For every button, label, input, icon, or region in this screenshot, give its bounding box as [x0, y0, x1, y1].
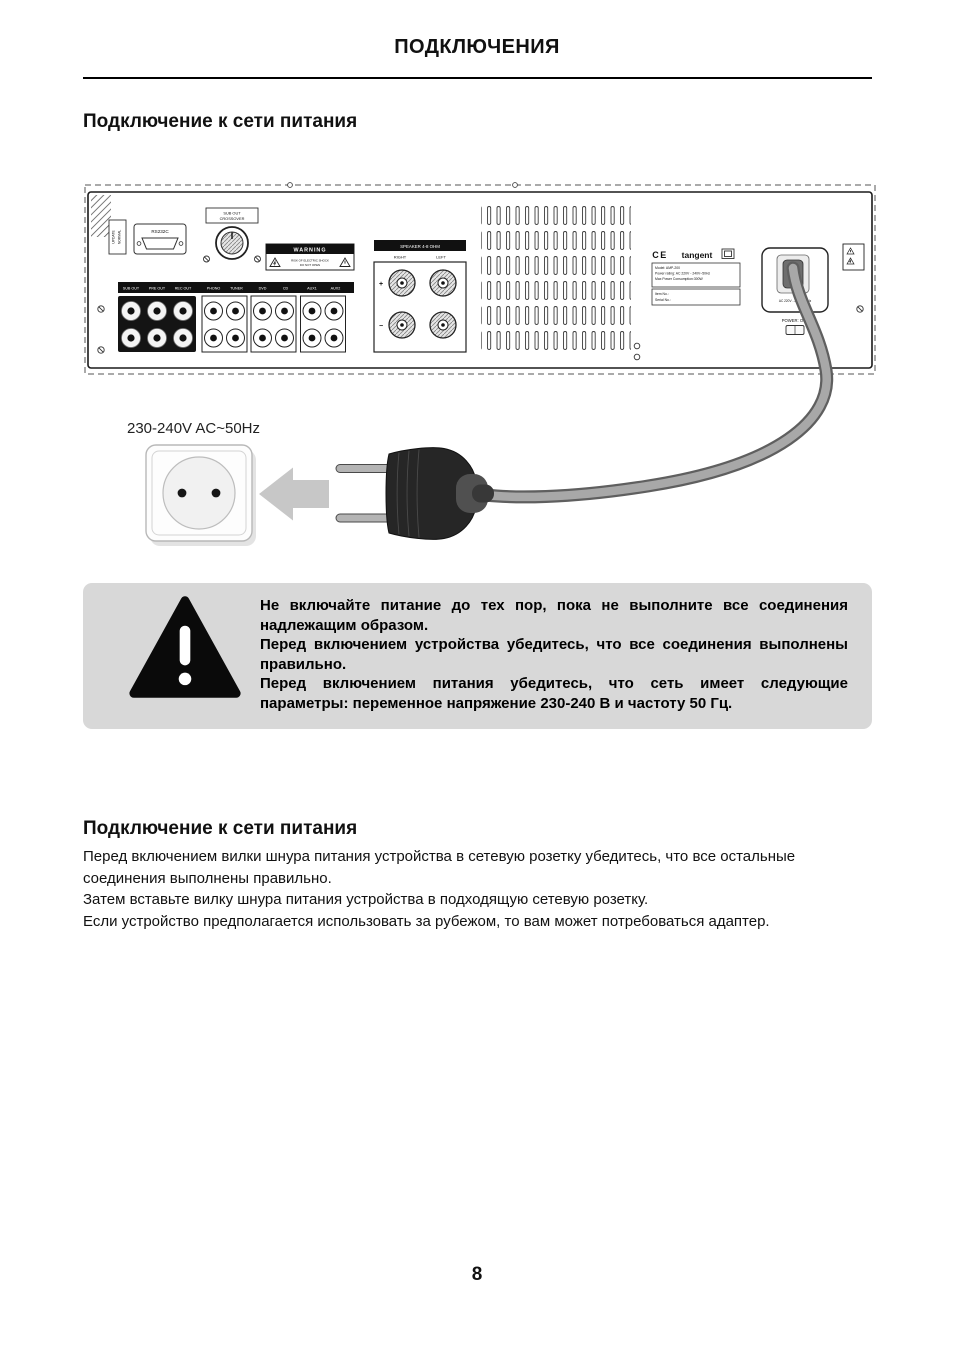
body-text — [83, 846, 863, 932]
voltage-label: 230-240V AC~50Hz — [127, 420, 261, 437]
plug-pin-top — [336, 465, 392, 473]
power-plug — [336, 448, 494, 540]
speaker-left-label: LEFT — [436, 254, 446, 260]
power-connection-diagram — [0, 178, 954, 578]
hatch-area — [91, 195, 111, 237]
rca-output-jacks — [118, 296, 196, 352]
rear-panel — [88, 192, 872, 368]
warning-risk-line: RISK OF ELECTRIC SHOCK — [291, 258, 329, 263]
jack-label-tuner: TUNER — [230, 286, 243, 291]
jack-label-cd: CD — [282, 286, 289, 291]
socket-hole-right — [212, 489, 221, 498]
body-paragraph-2: Затем вставьте вилку шнура питания устройства в подходящую сетевую розетку. — [83, 891, 649, 908]
rating-power: Power rating: AC 220V - 240V~50Hz — [655, 271, 711, 276]
warning-text — [260, 596, 848, 714]
insert-direction-arrow — [259, 468, 329, 521]
page-number: 8 — [471, 1264, 483, 1285]
speaker-header: SPEAKER 4-8 OHM — [400, 243, 440, 249]
rca-input-jacks — [202, 296, 346, 352]
body-paragraph-1: Перед включением вилки шнура питания устройства в сетевую розетку убедитесь, что все остальные соединения выполнены правильно. — [83, 848, 796, 887]
body-paragraph-3: Если устройство предполагается использовать за рубежом, то вам может потребоваться адаптер. — [83, 912, 770, 930]
jack-label-aux2: AUX2 — [330, 286, 341, 291]
speaker-right-label: RIGHT — [393, 254, 407, 260]
jack-label-dvd: DVD — [258, 286, 267, 291]
page-title: ПОДКЛЮЧЕНИЯ — [394, 36, 560, 58]
speaker-plus-sign: + — [378, 281, 384, 288]
warning-safety-label — [266, 244, 354, 270]
warning-triangle-icon — [127, 591, 243, 703]
socket-hole-left — [178, 489, 187, 498]
warning-line-3: Перед включением питания убедитесь, что сеть имеет следующие параметры: переменное напряжение 230-240 В и частоту 50 Гц. — [260, 675, 848, 712]
serial-no-label: Serial No.: — [655, 298, 671, 302]
rs232c-port — [134, 224, 186, 254]
warning-line-2: Перед включением устройства убедитесь, что все соединения выполнены правильно. — [260, 636, 848, 673]
title-divider — [83, 77, 872, 79]
speaker-minus-sign: − — [378, 323, 384, 330]
jack-label-phono: PHONO — [206, 286, 221, 291]
crossover-label-line2: CROSSOVER — [219, 216, 245, 221]
update-normal-switch — [109, 220, 126, 254]
rs232c-label: RS232C — [151, 229, 169, 234]
warning-open-line: DO NOT OPEN — [299, 262, 321, 267]
warning-box — [83, 583, 872, 729]
rca-label-strip — [118, 282, 354, 293]
crossover-label-line1: SUB OUT — [223, 210, 241, 216]
ce-mark: CE — [652, 250, 668, 260]
wall-socket — [146, 445, 256, 546]
jack-label-preout: PRE OUT — [148, 286, 166, 291]
jack-label-recout: REC OUT — [174, 286, 192, 291]
brand-label: tangent — [681, 250, 713, 260]
rating-consumption: Max Power Consumption:300W — [655, 277, 703, 281]
jack-label-aux1: AUX1 — [307, 286, 317, 291]
power-off-label: POWER: OFF — [781, 318, 809, 323]
warning-title: WARNING — [293, 247, 327, 254]
plug-pin-bottom — [336, 514, 392, 522]
ac-inlet-label: AC 220V - 240V~50Hz — [778, 299, 812, 303]
section-heading-power-2: Подключение к сети питания — [83, 818, 358, 839]
plug-cord-boot — [472, 485, 494, 503]
section-heading-power-1: Подключение к сети питания — [83, 111, 358, 132]
warning-line-1: Не включайте питание до тех пор, пока не выполните все соединения надлежащим образом. — [260, 597, 848, 634]
ventilation-grille — [481, 202, 631, 352]
update-label: UPDATE — [111, 230, 116, 244]
jack-label-subout: SUB OUT — [122, 286, 140, 291]
normal-label: NORMAL — [117, 229, 122, 245]
item-no-label: Item No.: — [655, 292, 669, 296]
rating-model: Model: AMP-200 — [655, 266, 681, 270]
